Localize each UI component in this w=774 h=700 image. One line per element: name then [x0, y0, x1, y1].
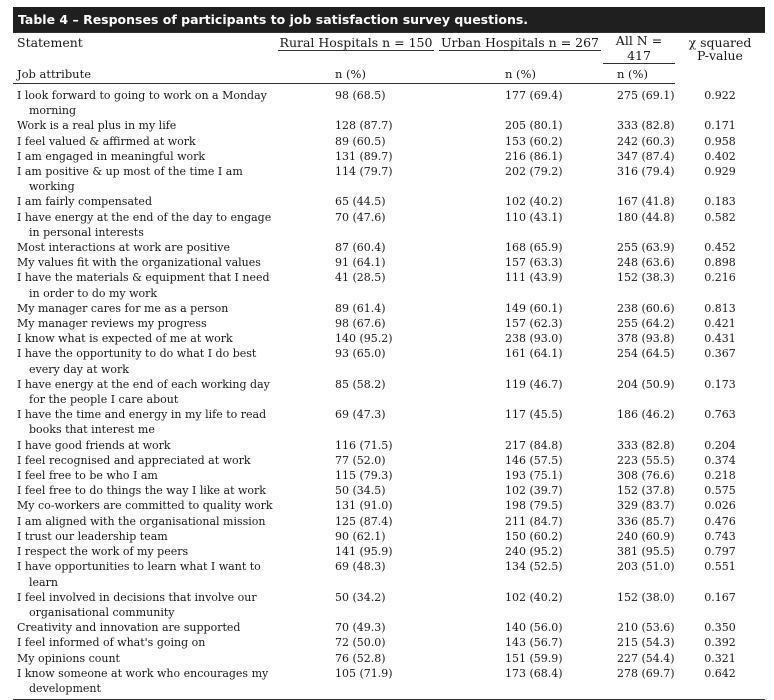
all-cell: 329 (83.7) — [617, 499, 675, 513]
urban-cell: 153 (60.2) — [505, 134, 563, 148]
urban-cell: 157 (63.3) — [505, 256, 563, 270]
table-row — [13, 377, 765, 407]
statement-cell — [13, 635, 275, 650]
statement-text: Most interactions at work are positive — [17, 241, 230, 255]
all-cell: 254 (64.5) — [617, 347, 675, 361]
urban-cell: 117 (45.5) — [505, 408, 563, 422]
statement-cell — [13, 149, 275, 164]
rural-cell: 85 (58.2) — [335, 377, 386, 391]
all-cell: 336 (85.7) — [617, 514, 675, 528]
table-row — [13, 529, 765, 544]
statement-text: I feel recognised and appreciated at work — [17, 453, 251, 467]
pvalue-cell: 0.402 — [704, 149, 736, 163]
table-row — [13, 240, 765, 255]
pvalue-cell: 0.476 — [704, 514, 736, 528]
urban-cell: 111 (43.9) — [505, 271, 563, 285]
rural-cell: 89 (60.5) — [335, 134, 386, 148]
pvalue-cell: 0.421 — [704, 317, 736, 331]
statement-cell — [13, 331, 275, 346]
urban-cell: 102 (39.7) — [505, 484, 563, 498]
statement-cell — [13, 620, 275, 635]
statement-text: I respect the work of my peers — [17, 545, 189, 559]
all-cell: 278 (69.7) — [603, 666, 675, 700]
urban-cell: 202 (79.2) — [505, 165, 563, 179]
rural-cell: 128 (87.7) — [335, 119, 393, 133]
urban-cell: 110 (43.1) — [505, 210, 563, 224]
rural-cell: 98 (67.6) — [335, 317, 386, 331]
statement-text: I have opportunities to learn what I want to learn — [17, 560, 261, 589]
table-row — [13, 620, 765, 635]
table-row — [13, 498, 765, 513]
all-cell: 238 (60.6) — [617, 301, 675, 315]
table-row — [13, 559, 765, 589]
rural-cell: 115 (79.3) — [335, 469, 393, 483]
pvalue-cell: 0.575 — [704, 484, 736, 498]
header-pvalue — [675, 33, 765, 84]
urban-cell: 173 (68.4) — [437, 666, 603, 700]
urban-cell: 211 (84.7) — [505, 514, 563, 528]
table-row — [13, 483, 765, 498]
all-cell: 308 (76.6) — [617, 469, 675, 483]
table-row — [13, 468, 765, 483]
pvalue-cell: 0.216 — [704, 271, 736, 285]
table-row — [13, 651, 765, 666]
statement-cell — [13, 666, 275, 700]
statement-text: My opinions count — [17, 651, 120, 665]
rural-cell: 65 (44.5) — [335, 195, 386, 209]
statement-text: I have the time and energy in my life to read books that interest me — [17, 408, 267, 437]
header-job-attribute: Job attribute — [13, 65, 275, 84]
all-cell: 378 (93.8) — [617, 332, 675, 346]
header-pvalue-line2: P-value — [697, 48, 743, 63]
statement-cell — [13, 468, 275, 483]
pvalue-cell: 0.743 — [704, 529, 736, 543]
urban-cell: 205 (80.1) — [505, 119, 563, 133]
table-row — [13, 346, 765, 376]
rural-cell: 93 (65.0) — [335, 347, 386, 361]
pvalue-cell: 0.642 — [675, 666, 765, 700]
urban-cell: 161 (64.1) — [505, 347, 563, 361]
all-cell: 180 (44.8) — [617, 210, 675, 224]
statement-text: I feel involved in decisions that involve our organisational community — [17, 590, 257, 619]
statement-cell — [13, 164, 275, 194]
statement-cell — [13, 514, 275, 529]
rural-cell: 87 (60.4) — [335, 241, 386, 255]
statement-cell — [13, 498, 275, 513]
urban-cell: 149 (60.1) — [505, 301, 563, 315]
all-cell: 203 (51.0) — [617, 560, 675, 574]
statement-cell — [13, 529, 275, 544]
statement-cell — [13, 438, 275, 453]
table-row — [13, 210, 765, 240]
pvalue-cell: 0.929 — [704, 165, 736, 179]
header-urban-label: Urban Hospitals n = 267 — [440, 35, 600, 50]
responses-table — [13, 32, 765, 700]
pvalue-cell: 0.367 — [704, 347, 736, 361]
statement-text: I have good friends at work — [17, 438, 171, 452]
statement-text: I trust our leadership team — [17, 529, 168, 543]
rural-cell: 116 (71.5) — [335, 438, 393, 452]
rural-cell: 70 (49.3) — [335, 621, 386, 635]
all-cell: 255 (64.2) — [617, 317, 675, 331]
rural-cell: 105 (71.9) — [275, 666, 437, 700]
table-row — [13, 407, 765, 437]
pvalue-cell: 0.958 — [704, 134, 736, 148]
pvalue-cell: 0.813 — [704, 301, 736, 315]
all-cell: 333 (82.8) — [617, 438, 675, 452]
rural-cell: 50 (34.5) — [335, 484, 386, 498]
statement-text: I have the materials & equipment that I need in order to do my work — [17, 271, 270, 300]
header-rural — [275, 33, 437, 66]
urban-cell: 193 (75.1) — [505, 469, 563, 483]
statement-cell — [13, 544, 275, 559]
rural-cell: 77 (52.0) — [335, 453, 386, 467]
table-row — [13, 118, 765, 133]
urban-cell: 146 (57.5) — [505, 453, 563, 467]
table-row — [13, 635, 765, 650]
header-all-label: All N = 417 — [603, 33, 675, 64]
table-row — [13, 438, 765, 453]
pvalue-cell: 0.898 — [704, 256, 736, 270]
statement-text: My manager cares for me as a person — [17, 301, 229, 315]
urban-cell: 102 (40.2) — [505, 590, 563, 604]
urban-cell: 240 (95.2) — [505, 545, 563, 559]
statement-text: Creativity and innovation are supported — [17, 621, 241, 635]
rural-cell: 140 (95.2) — [335, 332, 393, 346]
pvalue-cell: 0.392 — [704, 636, 736, 650]
statement-text: I feel informed of what's going on — [17, 636, 206, 650]
statement-cell — [13, 210, 275, 240]
header-all — [603, 33, 675, 66]
statement-cell — [13, 270, 275, 300]
statement-text: I am engaged in meaningful work — [17, 149, 206, 163]
header-all-unit: n (%) — [603, 65, 675, 84]
pvalue-cell: 0.797 — [704, 545, 736, 559]
pvalue-cell: 0.026 — [704, 499, 736, 513]
rural-cell: 90 (62.1) — [335, 529, 386, 543]
rural-cell: 69 (48.3) — [335, 560, 386, 574]
pvalue-cell: 0.183 — [704, 195, 736, 209]
table-row — [13, 544, 765, 559]
table-row — [13, 84, 765, 119]
pvalue-cell: 0.452 — [704, 241, 736, 255]
all-cell: 167 (41.8) — [617, 195, 675, 209]
rural-cell: 131 (89.7) — [335, 149, 393, 163]
urban-cell: 198 (79.5) — [505, 499, 563, 513]
pvalue-cell: 0.218 — [704, 469, 736, 483]
rural-cell: 69 (47.3) — [335, 408, 386, 422]
urban-cell: 134 (52.5) — [505, 560, 563, 574]
header-urban-unit: n (%) — [437, 65, 603, 84]
all-cell: 381 (95.5) — [617, 545, 675, 559]
urban-cell: 150 (60.2) — [505, 529, 563, 543]
statement-cell — [13, 651, 275, 666]
pvalue-cell: 0.321 — [704, 651, 736, 665]
table-row — [13, 453, 765, 468]
statement-text: My manager reviews my progress — [17, 317, 207, 331]
rural-cell: 72 (50.0) — [335, 636, 386, 650]
rural-cell: 114 (79.7) — [335, 165, 393, 179]
rural-cell: 91 (64.1) — [335, 256, 386, 270]
urban-cell: 102 (40.2) — [505, 195, 563, 209]
statement-cell — [13, 407, 275, 437]
all-cell: 152 (37.8) — [617, 484, 675, 498]
statement-cell — [13, 255, 275, 270]
urban-cell: 140 (56.0) — [505, 621, 563, 635]
pvalue-cell: 0.171 — [704, 119, 736, 133]
urban-cell: 238 (93.0) — [505, 332, 563, 346]
statement-cell — [13, 240, 275, 255]
header-rural-unit: n (%) — [275, 65, 437, 84]
statement-cell — [13, 84, 275, 119]
table-title: Table 4 – Responses of participants to job satisfaction survey questions. — [13, 7, 765, 32]
all-cell: 186 (46.2) — [617, 408, 675, 422]
statement-cell — [13, 483, 275, 498]
pvalue-cell: 0.551 — [704, 560, 736, 574]
table-row — [13, 149, 765, 164]
urban-cell: 217 (84.8) — [505, 438, 563, 452]
pvalue-cell: 0.350 — [704, 621, 736, 635]
statement-text: I have the opportunity to do what I do best every day at work — [17, 347, 257, 376]
statement-text: I am positive & up most of the time I am working — [17, 165, 243, 194]
all-cell: 215 (54.3) — [617, 636, 675, 650]
statement-cell — [13, 194, 275, 209]
table-row — [13, 255, 765, 270]
header-pvalue-line1: χ squared — [688, 35, 752, 50]
pvalue-cell: 0.431 — [704, 332, 736, 346]
statement-text: I know someone at work who encourages my development — [17, 666, 269, 695]
pvalue-cell: 0.173 — [704, 377, 736, 391]
rural-cell: 70 (47.6) — [335, 210, 386, 224]
statement-text: I feel free to do things the way I like at work — [17, 484, 266, 498]
statement-cell — [13, 590, 275, 620]
table-row — [13, 164, 765, 194]
header-urban — [437, 33, 603, 66]
rural-cell: 41 (28.5) — [335, 271, 386, 285]
statement-text: Work is a real plus in my life — [17, 119, 177, 133]
statement-text: My values fit with the organizational values — [17, 256, 261, 270]
statement-cell — [13, 453, 275, 468]
urban-cell: 151 (59.9) — [505, 651, 563, 665]
statement-cell — [13, 377, 275, 407]
rural-cell: 50 (34.2) — [335, 590, 386, 604]
statement-cell — [13, 301, 275, 316]
urban-cell: 119 (46.7) — [505, 377, 563, 391]
statement-text: I feel valued & affirmed at work — [17, 134, 196, 148]
all-cell: 240 (60.9) — [617, 529, 675, 543]
statement-cell — [13, 134, 275, 149]
table-row — [13, 331, 765, 346]
statement-cell — [13, 316, 275, 331]
all-cell: 210 (53.6) — [617, 621, 675, 635]
header-rural-label: Rural Hospitals n = 150 — [279, 35, 433, 50]
table-row — [13, 590, 765, 620]
urban-cell: 216 (86.1) — [505, 149, 563, 163]
urban-cell: 168 (65.9) — [505, 241, 563, 255]
all-cell: 227 (54.4) — [617, 651, 675, 665]
statement-cell — [13, 559, 275, 589]
all-cell: 204 (50.9) — [617, 377, 675, 391]
all-cell: 316 (79.4) — [617, 165, 675, 179]
all-cell: 152 (38.0) — [617, 590, 675, 604]
all-cell: 248 (63.6) — [617, 256, 675, 270]
all-cell: 152 (38.3) — [617, 271, 675, 285]
pvalue-cell: 0.374 — [704, 453, 736, 467]
statement-cell — [13, 118, 275, 133]
statement-text: I feel free to be who I am — [17, 469, 158, 483]
urban-cell: 177 (69.4) — [505, 89, 563, 102]
all-cell: 223 (55.5) — [617, 453, 675, 467]
pvalue-cell: 0.204 — [704, 438, 736, 452]
statement-text: I am aligned with the organisational mission — [17, 514, 266, 528]
statement-cell — [13, 346, 275, 376]
urban-cell: 157 (62.3) — [505, 317, 563, 331]
table-row — [13, 316, 765, 331]
statement-text: I am fairly compensated — [17, 195, 152, 209]
table-row — [13, 514, 765, 529]
table-row — [13, 134, 765, 149]
pvalue-cell: 0.582 — [704, 210, 736, 224]
pvalue-cell: 0.167 — [704, 590, 736, 604]
urban-cell: 143 (56.7) — [505, 636, 563, 650]
statement-text: I have energy at the end of the day to engage in personal interests — [17, 210, 272, 239]
all-cell: 255 (63.9) — [617, 241, 675, 255]
statement-text: I have energy at the end of each working day for the people I care about — [17, 377, 270, 407]
rural-cell: 98 (68.5) — [335, 89, 386, 102]
rural-cell: 125 (87.4) — [335, 514, 393, 528]
table-row — [13, 666, 765, 700]
table-row — [13, 194, 765, 209]
table-row — [13, 270, 765, 300]
statement-text: I look forward to going to work on a Monday morning — [17, 89, 267, 118]
all-cell: 242 (60.3) — [617, 134, 675, 148]
pvalue-cell: 0.763 — [704, 408, 736, 422]
pvalue-cell: 0.922 — [704, 88, 736, 102]
rural-cell: 131 (91.0) — [335, 499, 393, 513]
statement-text: My co-workers are committed to quality work — [17, 499, 273, 513]
all-cell: 333 (82.8) — [617, 119, 675, 133]
rural-cell: 141 (95.9) — [335, 545, 393, 559]
survey-table — [13, 7, 765, 700]
all-cell: 347 (87.4) — [617, 149, 675, 163]
header-statement: Statement — [13, 33, 275, 66]
rural-cell: 89 (61.4) — [335, 301, 386, 315]
table-row — [13, 301, 765, 316]
all-cell: 275 (69.1) — [617, 89, 675, 102]
rural-cell: 76 (52.8) — [335, 651, 386, 665]
statement-text: I know what is expected of me at work — [17, 332, 233, 346]
